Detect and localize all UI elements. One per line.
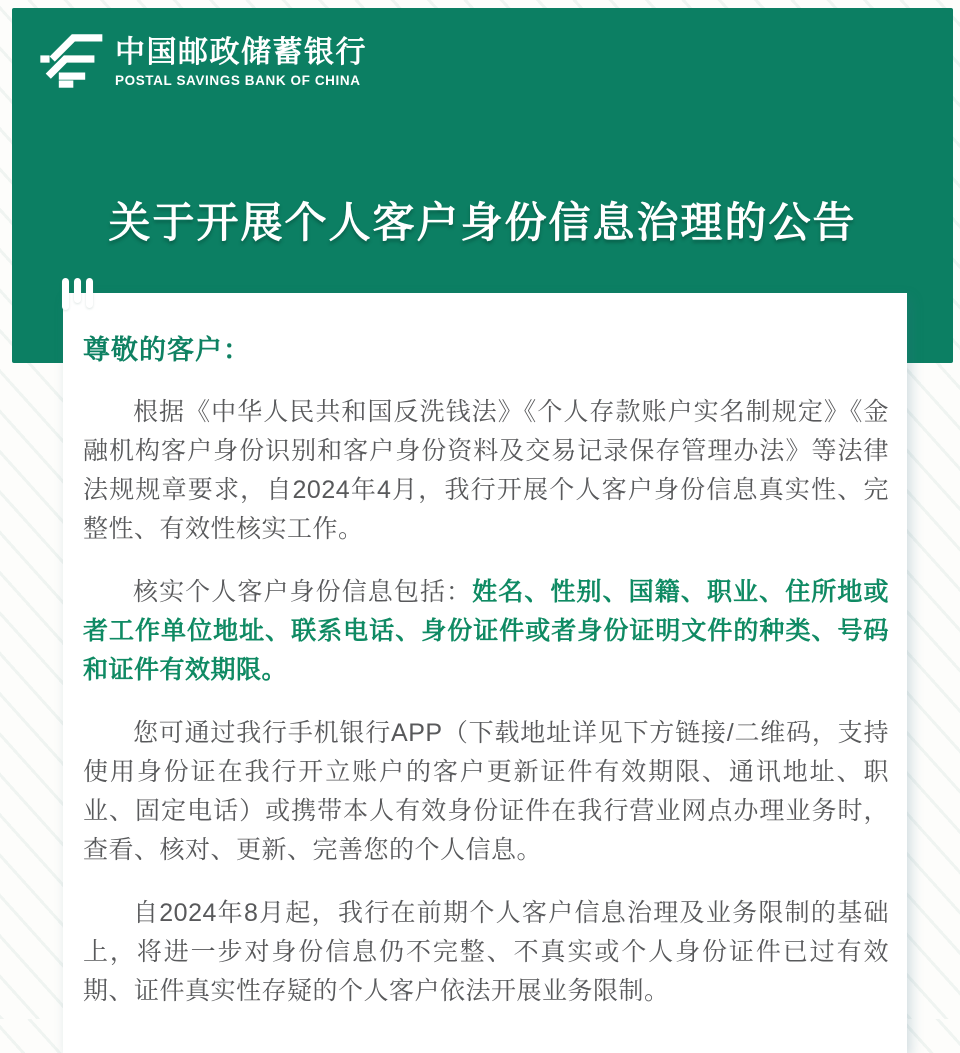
paragraph-text: 您可通过我行手机银行APP（下载地址详见下方链接/二维码，支持使用身份证在我行开立账户的客户更新证件有效期限、通讯地址、职业、固定电话）或携带本人有效身份证件在我行营业网点办理业务时，查看、核对、更新、完善您的个人信息。 [83,719,889,864]
decor-tick-mark [74,278,81,303]
announcement-title: 关于开展个人客户身份信息治理的公告 [108,199,857,246]
paragraph-highlight: 姓名、性别、国籍、职业、住所地或者工作单位地址、联系电话、身份证件或者身份证明文件的种类、号码和证件有效期限。 [83,578,889,684]
paragraph-text: 核实个人客户身份信息包括： [133,578,473,606]
decor-tick-mark [62,278,69,310]
paragraph-text: 根据《中华人民共和国反洗钱法》《个人存款账户实名制规定》《金融机构客户身份识别和客户身份资料及交易记录保存管理办法》等法律法规规章要求，自2024年4月，我行开展个人客户身份信息真实性、完整性、有效性核实工作。 [83,398,889,543]
announcement-card [63,293,907,1053]
paragraph-business-restriction [83,894,889,1011]
paragraph-verified-items [83,573,889,690]
decor-tick-mark [86,278,93,308]
bank-name-english: POSTAL SAVINGS BANK OF CHINA [115,72,361,88]
psbc-postal-emblem-icon [39,30,105,92]
bank-name-block [115,34,367,89]
paragraph-legal-basis [83,393,889,549]
salutation: 尊敬的客户： [83,335,251,365]
paragraph-text: 自2024年8月起，我行在前期个人客户信息治理及业务限制的基础上，将进一步对身份信息仍不完整、不真实或个人身份证件已过有效期、证件真实性存疑的个人客户依法开展业务限制。 [83,899,889,1005]
bank-brand [39,30,367,92]
paragraph-update-channels [83,714,889,870]
bank-name-chinese: 中国邮政储蓄银行 [115,35,367,69]
